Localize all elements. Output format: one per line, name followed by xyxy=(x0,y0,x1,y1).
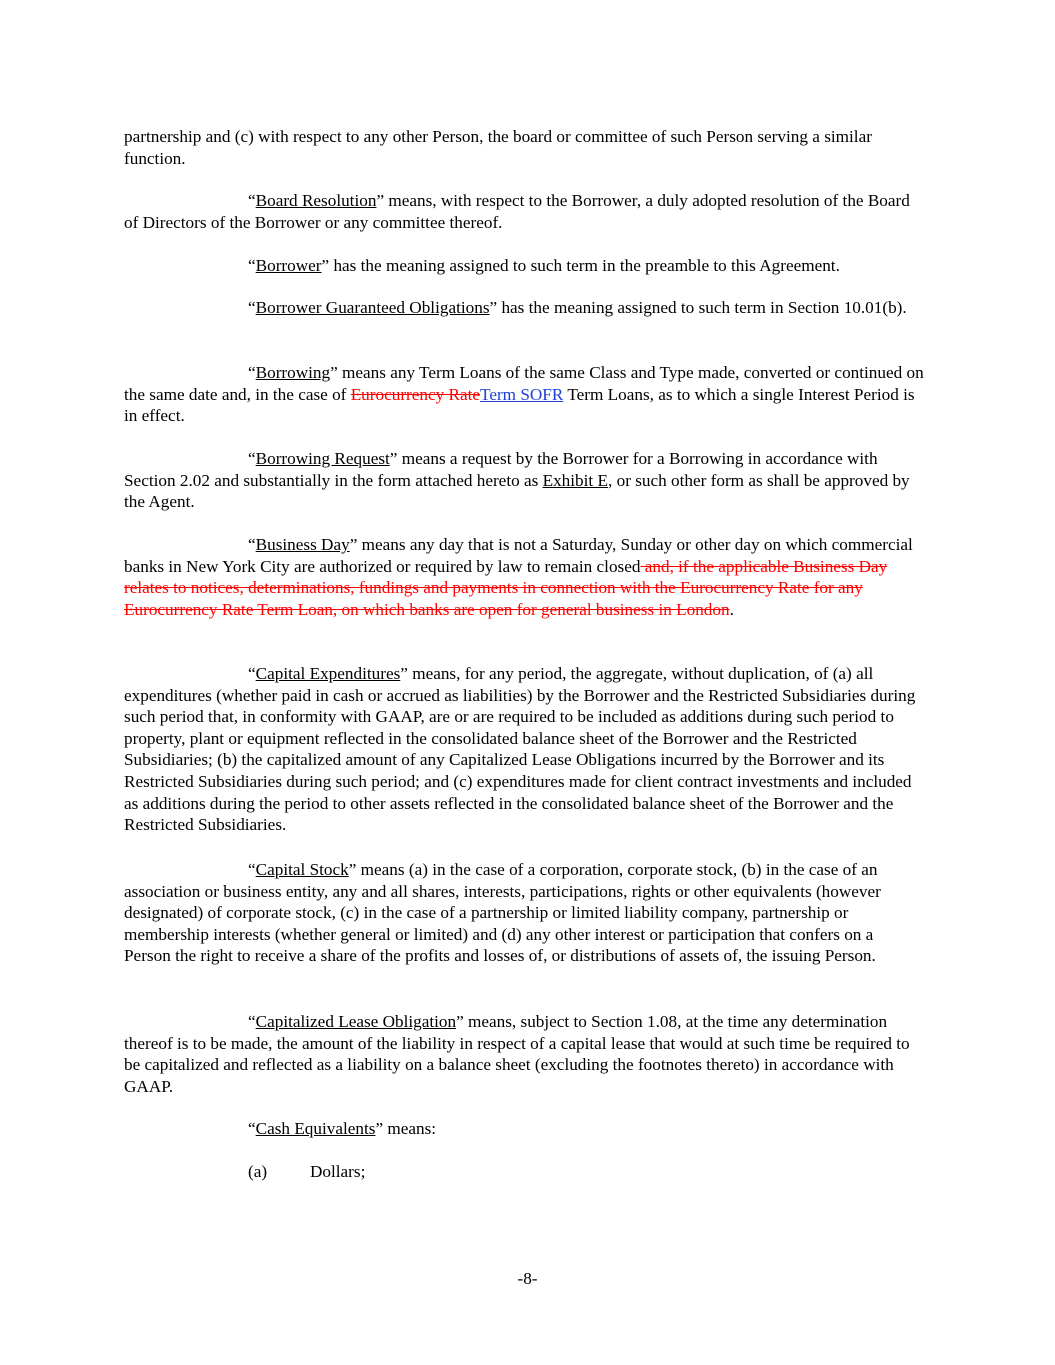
open-quote: “ xyxy=(248,664,256,683)
definition-text: ” means: xyxy=(375,1119,437,1138)
defined-term: Borrower Guaranteed Obligations xyxy=(255,298,490,317)
exhibit-reference: Exhibit E xyxy=(542,470,608,490)
defined-term: Borrower xyxy=(255,256,322,275)
definition-borrower-guaranteed-obligations xyxy=(124,297,924,319)
defined-term: Borrowing Request xyxy=(255,449,390,468)
defined-term: Capitalized Lease Obligation xyxy=(255,1012,457,1031)
definition-text: ” means any day that is not a Saturday, Sunday or other day on which commercial banks in New York City are authorized or required by law to remain closed xyxy=(124,535,913,576)
definition-text: . xyxy=(729,599,734,619)
definition-capital-stock xyxy=(124,859,924,967)
definition-text: ” means, for any period, the aggregate, without duplication, of (a) all expenditures (whether paid in cash or accrued as liabilities) by the Borrower and the Restricted Subsidiaries during such period that, in conformity with GAAP, are or are required to be included as additions during such period to property, plant or equipment reflected in the consolidated balance sheet of the Borrower and the Restricted Subsidiaries; (b) the capitalized amount of any Capitalized Lease Obligations incurred by the Borrower and its Restricted Subsidiaries during such period; and (c) expenditures made for client contract investments and included as additions during the period to other assets reflected in the consolidated balance sheet of the Borrower and the Restricted Subsidiaries. xyxy=(124,664,916,835)
open-quote: “ xyxy=(248,535,256,554)
definition-capitalized-lease-obligation xyxy=(124,1011,924,1097)
paragraph-continuation xyxy=(124,126,924,169)
deleted-text: and, if the applicable Business Day relates to notices, determinations, fundings and payments in connection with the Eurocurrency Rate for any Eurocurrency Rate Term Loan, on which banks are open for general business in London xyxy=(124,556,888,619)
paragraph-text: partnership and (c) with respect to any other Person, the board or committee of such Person serving a similar function. xyxy=(124,127,872,168)
definition-text: ” means any Term Loans of the same Class and Type made, converted or continued on the same date and, in the case of xyxy=(124,363,924,404)
inserted-text: Term SOFR xyxy=(480,384,564,404)
open-quote: “ xyxy=(248,298,256,317)
defined-term: Capital Expenditures xyxy=(255,664,401,683)
open-quote: “ xyxy=(248,860,256,879)
open-quote: “ xyxy=(248,363,256,382)
defined-term: Cash Equivalents xyxy=(255,1119,376,1138)
page-number: -8- xyxy=(517,1269,538,1288)
definition-text: Term Loans, as to which a single Interest Period is in effect. xyxy=(124,384,915,426)
definition-borrowing-request xyxy=(124,448,924,513)
list-item-a xyxy=(0,1161,1055,1183)
definition-text: ” means, subject to Section 1.08, at the time any determination thereof is to be made, the amount of the liability in respect of a capital lease that would at such time be required to be capitalized and reflected as a liability on a balance sheet (excluding the footnotes thereto) in accordance with GAAP. xyxy=(124,1012,910,1096)
definition-text: ” means (a) in the case of a corporation, corporate stock, (b) in the case of an association or business entity, any and all shares, interests, participations, rights or other equivalents (however designated) of corporate stock, (c) in the case of a partnership or limited liability company, partnership or membership interests (whether general or limited) and (d) any other interest or participation that confers on a Person the right to receive a share of the profits and losses of, or distributions of assets of, the issuing Person. xyxy=(124,860,881,966)
defined-term: Capital Stock xyxy=(255,860,349,879)
definition-text: , or such other form as shall be approved by the Agent. xyxy=(124,470,910,512)
open-quote: “ xyxy=(248,1012,256,1031)
open-quote: “ xyxy=(248,256,256,275)
list-item-label: (a) xyxy=(248,1162,268,1181)
definition-business-day xyxy=(124,534,924,620)
definition-text: ” means, with respect to the Borrower, a duly adopted resolution of the Board of Directors of the Borrower or any committee thereof. xyxy=(124,191,910,232)
defined-term: Business Day xyxy=(255,535,350,554)
defined-term: Borrowing xyxy=(255,363,331,382)
list-item-text: Dollars; xyxy=(310,1162,366,1181)
definition-capital-expenditures xyxy=(124,663,924,836)
definition-text: ” has the meaning assigned to such term in the preamble to this Agreement. xyxy=(321,256,840,275)
definition-borrower xyxy=(124,255,924,277)
open-quote: “ xyxy=(248,191,256,210)
definition-borrowing xyxy=(124,362,924,427)
open-quote: “ xyxy=(248,449,256,468)
definition-text: ” has the meaning assigned to such term in Section 10.01(b). xyxy=(489,298,907,317)
definition-text: ” means a request by the Borrower for a Borrowing in accordance with Section 2.02 and substantially in the form attached hereto as xyxy=(124,449,878,490)
open-quote: “ xyxy=(248,1119,256,1138)
defined-term: Board Resolution xyxy=(255,191,377,210)
definition-board-resolution xyxy=(124,190,924,233)
deleted-text: Eurocurrency Rate xyxy=(350,384,481,404)
definition-cash-equivalents xyxy=(124,1118,924,1140)
